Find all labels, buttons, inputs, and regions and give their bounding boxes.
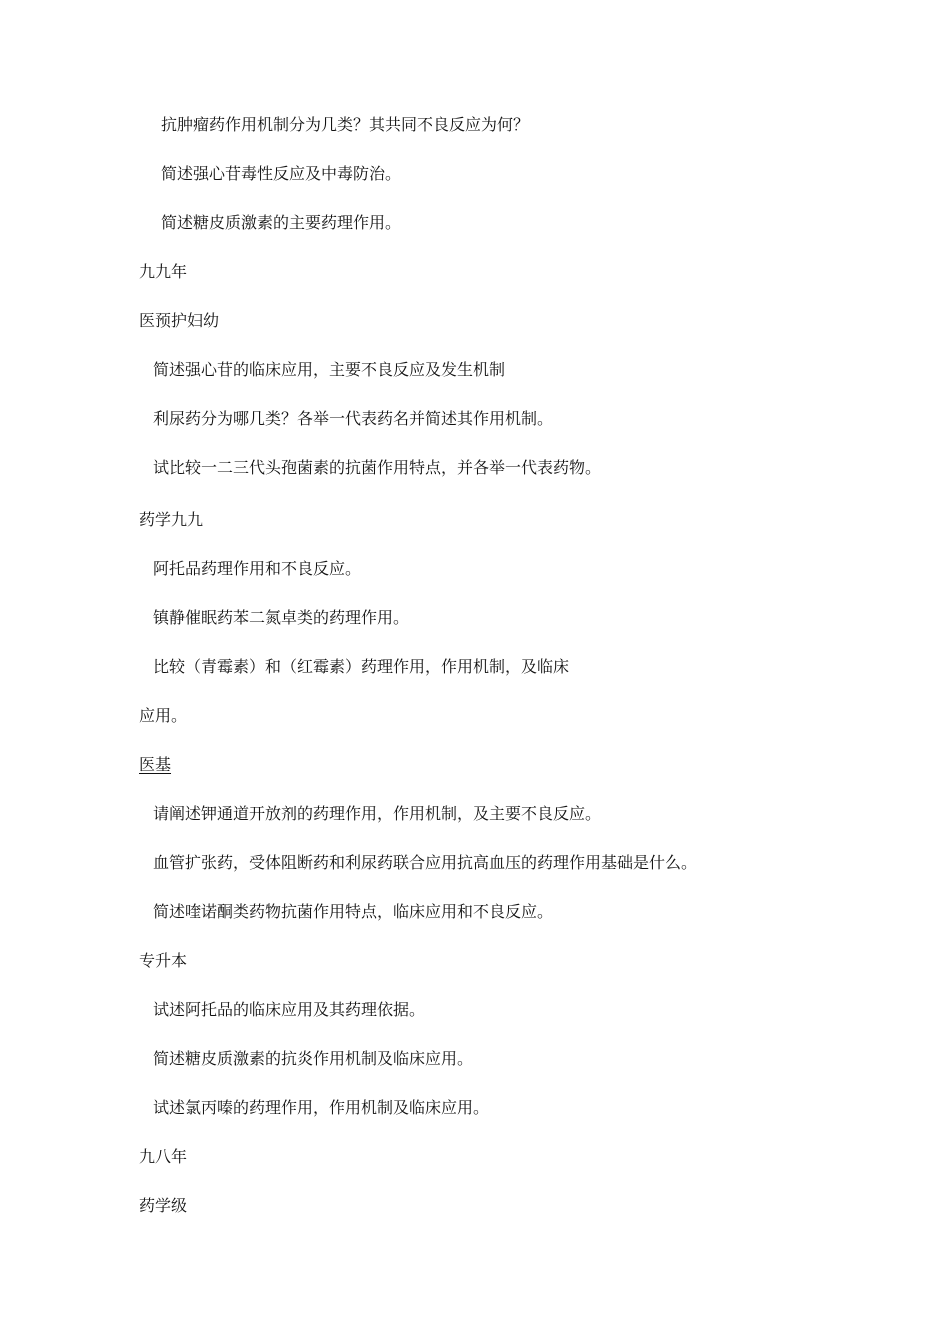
section-heading: 九八年 bbox=[139, 1147, 188, 1166]
section-heading: 专升本 bbox=[139, 951, 188, 970]
question-line: 简述糖皮质激素的主要药理作用。 bbox=[161, 213, 402, 232]
question-line: 试述氯丙嗪的药理作用，作用机制及临床应用。 bbox=[153, 1098, 490, 1117]
question-line: 镇静催眠药苯二氮卓类的药理作用。 bbox=[153, 608, 410, 627]
question-line: 血管扩张药，受体阻断药和利尿药联合应用抗高血压的药理作用基础是什么。 bbox=[153, 853, 698, 872]
question-line: 试比较一二三代头孢菌素的抗菌作用特点，并各举一代表药物。 bbox=[153, 458, 602, 477]
question-line: 简述喹诺酮类药物抗菌作用特点，临床应用和不良反应。 bbox=[153, 902, 554, 921]
section-heading: 药学九九 bbox=[139, 510, 204, 529]
question-line: 简述糖皮质激素的抗炎作用机制及临床应用。 bbox=[153, 1049, 474, 1068]
question-line: 试述阿托品的临床应用及其药理依据。 bbox=[153, 1000, 426, 1019]
question-line: 比较（青霉素）和（红霉素）药理作用，作用机制，及临床 bbox=[153, 657, 570, 676]
question-line-continuation: 应用。 bbox=[139, 706, 188, 725]
question-line: 利尿药分为哪几类？各举一代表药名并简述其作用机制。 bbox=[153, 409, 554, 428]
section-heading: 医预护妇幼 bbox=[139, 311, 220, 330]
question-line: 抗肿瘤药作用机制分为几类？其共同不良反应为何？ bbox=[161, 115, 530, 134]
section-heading: 医基 bbox=[139, 755, 172, 774]
question-line: 简述强心苷毒性反应及中毒防治。 bbox=[161, 164, 402, 183]
section-heading: 九九年 bbox=[139, 262, 188, 281]
section-heading: 药学级 bbox=[139, 1196, 188, 1215]
question-line: 请阐述钾通道开放剂的药理作用，作用机制，及主要不良反应。 bbox=[153, 804, 602, 823]
question-line: 简述强心苷的临床应用，主要不良反应及发生机制 bbox=[153, 360, 506, 379]
question-line: 阿托品药理作用和不良反应。 bbox=[153, 559, 362, 578]
